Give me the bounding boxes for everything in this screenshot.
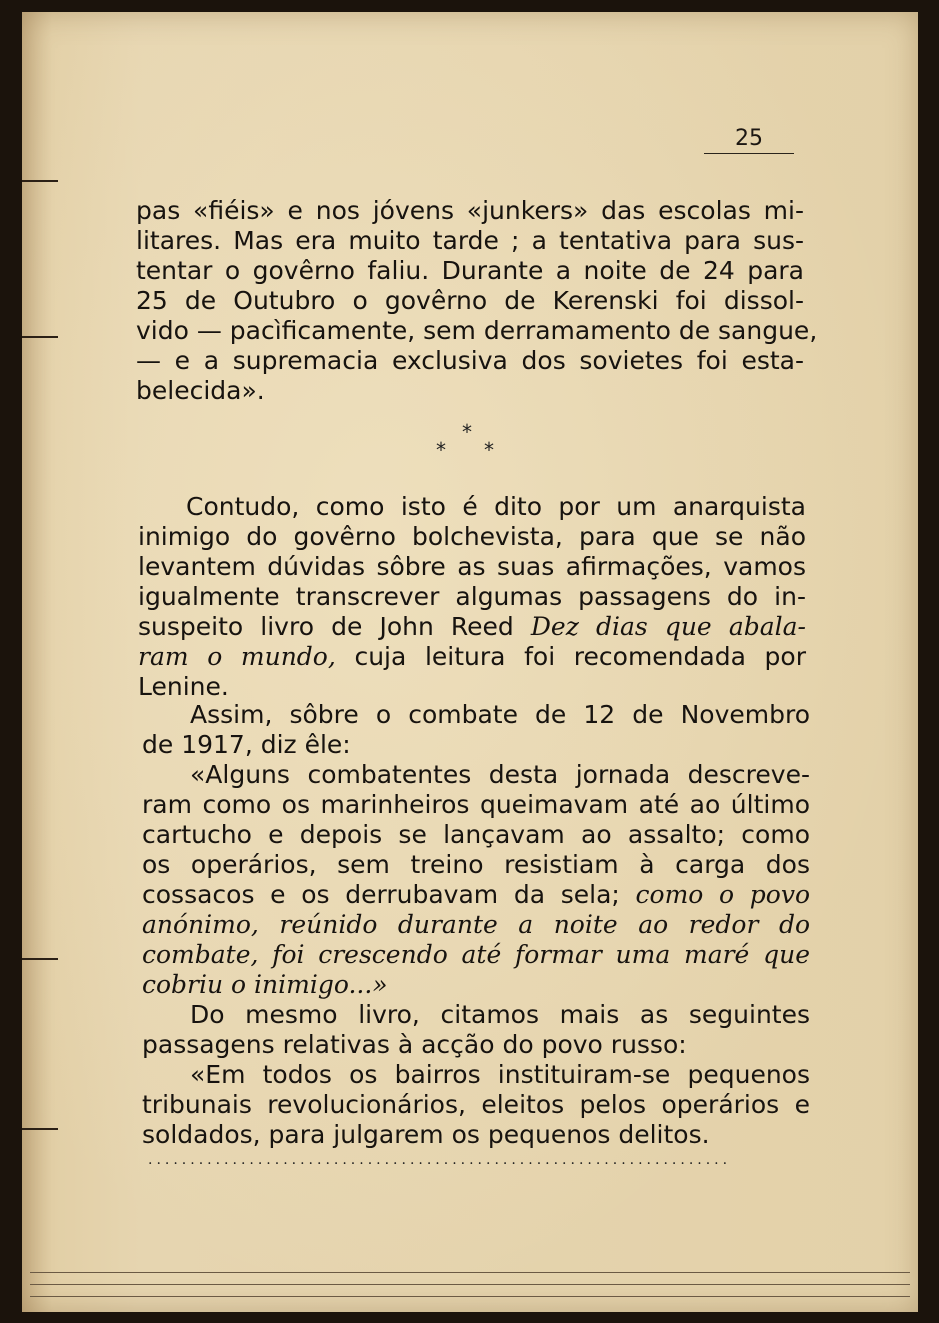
margin-mark <box>22 1128 58 1130</box>
quote-italic: como o povo <box>635 880 810 909</box>
paragraph-anarchist <box>138 492 806 702</box>
page-edge-line <box>30 1284 910 1285</box>
text-line: de 1917, diz êle: <box>142 730 351 759</box>
text-line: levantem dúvidas sôbre as suas afirmações, vamos <box>138 552 806 581</box>
text-line: litares. Mas era muito tarde ; a tentativa para sus- <box>136 226 804 255</box>
text-segment: cossacos e os derrubavam da sela; <box>142 880 636 909</box>
paragraph-combat <box>142 700 810 1150</box>
text-line: Assim, sôbre o combate de 12 de Novembro <box>190 700 810 729</box>
text-line: «Em todos os bairros instituiram-se pequenos <box>190 1060 810 1089</box>
margin-mark <box>22 336 58 338</box>
section-asterism: * * * <box>436 420 494 462</box>
page-number: 25 <box>704 126 794 154</box>
book-title-italic: Dez dias que abala- <box>530 612 806 641</box>
text-line: ram como os marinheiros queimavam até ao último <box>142 790 810 819</box>
book-title-italic: ram o mundo, <box>138 642 336 671</box>
text-line <box>138 612 806 642</box>
ellipsis-dots-row: ..................................................................... <box>148 1152 732 1168</box>
text-line: inimigo do govêrno bolchevista, para que se não <box>138 522 806 551</box>
text-line: tentar o govêrno faliu. Durante a noite de 24 para <box>136 256 804 285</box>
text-segment: suspeito livro de John Reed <box>138 612 531 641</box>
text-line <box>142 880 810 910</box>
margin-mark <box>22 180 58 182</box>
quote-italic-line: anónimo, reúnido durante a noite ao redor do <box>142 910 810 939</box>
quote-italic-line: combate, foi crescendo até formar uma maré que <box>142 940 810 969</box>
text-line: cartucho e depois se lançavam ao assalto; como <box>142 820 810 849</box>
text-line: igualmente transcrever algumas passagens do in- <box>138 582 806 611</box>
paragraph-quote-end <box>136 196 818 406</box>
text-line: Contudo, como isto é dito por um anarquista <box>186 492 806 521</box>
text-line: soldados, para julgarem os pequenos delitos. <box>142 1120 710 1149</box>
page-edge-line <box>30 1272 910 1273</box>
margin-mark <box>22 958 58 960</box>
text-line <box>138 642 806 672</box>
text-segment: cuja leitura foi recomendada por <box>335 642 806 671</box>
text-line: tribunais revolucionários, eleitos pelos operários e <box>142 1090 810 1119</box>
quote-italic-line: cobriu o inimigo...» <box>142 970 388 999</box>
page-edge-line <box>30 1296 910 1297</box>
text-line: pas «fiéis» e nos jóvens «junkers» das escolas mi- <box>136 196 804 225</box>
text-line: os operários, sem treino resistiam à carga dos <box>142 850 810 879</box>
text-line: belecida». <box>136 376 265 405</box>
text-line: passagens relativas à acção do povo russo: <box>142 1030 687 1059</box>
text-line: 25 de Outubro o govêrno de Kerenski foi dissol- <box>136 286 804 315</box>
text-line: — e a supremacia exclusiva dos sovietes foi esta- <box>136 346 804 375</box>
text-line: Do mesmo livro, citamos mais as seguintes <box>190 1000 810 1029</box>
text-line: vido — pacìficamente, sem derramamento de sangue, <box>136 316 818 345</box>
text-line: «Alguns combatentes desta jornada descreve- <box>190 760 810 789</box>
text-line: Lenine. <box>138 672 229 701</box>
